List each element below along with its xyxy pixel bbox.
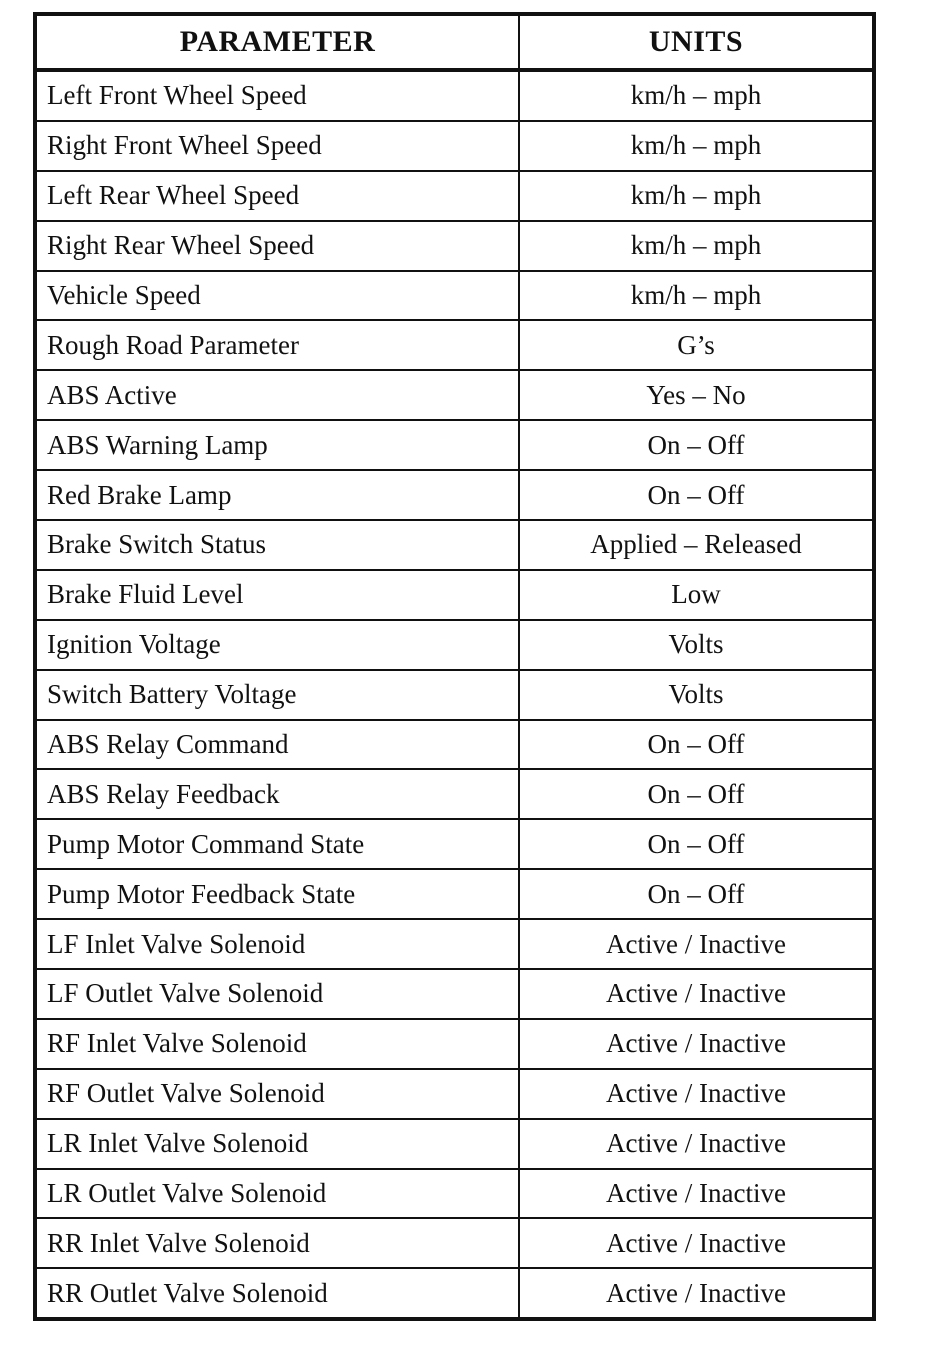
table-row: [37, 1119, 872, 1169]
table-row: [37, 470, 872, 520]
parameter-cell: Brake Fluid Level: [37, 570, 519, 620]
parameter-cell: Right Front Wheel Speed: [37, 121, 519, 171]
table-row: [37, 420, 872, 470]
units-cell: Active / Inactive: [519, 1169, 872, 1219]
units-cell: Active / Inactive: [519, 1218, 872, 1268]
parameter-units-table: [33, 12, 876, 1321]
header-row: [37, 16, 872, 70]
units-cell: Active / Inactive: [519, 1268, 872, 1317]
parameter-cell: RR Outlet Valve Solenoid: [37, 1268, 519, 1317]
parameter-cell: Right Rear Wheel Speed: [37, 221, 519, 271]
parameter-cell: Red Brake Lamp: [37, 470, 519, 520]
parameter-cell: ABS Active: [37, 370, 519, 420]
parameter-cell: ABS Warning Lamp: [37, 420, 519, 470]
parameter-cell: Ignition Voltage: [37, 620, 519, 670]
table-row: [37, 1169, 872, 1219]
units-cell: Low: [519, 570, 872, 620]
table-row: [37, 370, 872, 420]
table-row: [37, 670, 872, 720]
units-cell: Volts: [519, 620, 872, 670]
units-cell: Active / Inactive: [519, 1069, 872, 1119]
parameter-cell: Pump Motor Command State: [37, 819, 519, 869]
table-row: [37, 1268, 872, 1317]
table-row: [37, 769, 872, 819]
table-row: [37, 620, 872, 670]
parameter-cell: Left Rear Wheel Speed: [37, 171, 519, 221]
parameter-cell: Rough Road Parameter: [37, 320, 519, 370]
table-row: [37, 520, 872, 570]
parameter-cell: LR Inlet Valve Solenoid: [37, 1119, 519, 1169]
parameter-cell: Pump Motor Feedback State: [37, 869, 519, 919]
units-cell: Applied – Released: [519, 520, 872, 570]
units-column-header: UNITS: [519, 16, 872, 70]
table-row: [37, 869, 872, 919]
units-cell: On – Off: [519, 769, 872, 819]
units-cell: Active / Inactive: [519, 969, 872, 1019]
units-cell: km/h – mph: [519, 271, 872, 321]
units-cell: Active / Inactive: [519, 1019, 872, 1069]
parameter-cell: RF Outlet Valve Solenoid: [37, 1069, 519, 1119]
units-cell: On – Off: [519, 720, 872, 770]
table-row: [37, 819, 872, 869]
units-cell: On – Off: [519, 819, 872, 869]
table-row: [37, 271, 872, 321]
units-cell: On – Off: [519, 420, 872, 470]
data-table: [37, 16, 872, 1317]
units-cell: km/h – mph: [519, 121, 872, 171]
parameter-cell: ABS Relay Feedback: [37, 769, 519, 819]
table-row: [37, 1218, 872, 1268]
units-cell: Volts: [519, 670, 872, 720]
units-cell: km/h – mph: [519, 171, 872, 221]
units-cell: km/h – mph: [519, 221, 872, 271]
table-row: [37, 121, 872, 171]
table-row: [37, 570, 872, 620]
parameter-cell: ABS Relay Command: [37, 720, 519, 770]
units-cell: Active / Inactive: [519, 919, 872, 969]
table-row: [37, 171, 872, 221]
table-body: [37, 70, 872, 1317]
units-cell: On – Off: [519, 869, 872, 919]
parameter-cell: Brake Switch Status: [37, 520, 519, 570]
table-row: [37, 720, 872, 770]
table-row: [37, 1069, 872, 1119]
parameter-cell: LR Outlet Valve Solenoid: [37, 1169, 519, 1219]
table-row: [37, 919, 872, 969]
parameter-cell: Left Front Wheel Speed: [37, 70, 519, 121]
parameter-cell: LF Outlet Valve Solenoid: [37, 969, 519, 1019]
parameter-cell: Switch Battery Voltage: [37, 670, 519, 720]
parameter-column-header: PARAMETER: [37, 16, 519, 70]
parameter-cell: RR Inlet Valve Solenoid: [37, 1218, 519, 1268]
table-row: [37, 221, 872, 271]
table-row: [37, 320, 872, 370]
parameter-cell: RF Inlet Valve Solenoid: [37, 1019, 519, 1069]
parameter-cell: Vehicle Speed: [37, 271, 519, 321]
table-row: [37, 969, 872, 1019]
parameter-cell: LF Inlet Valve Solenoid: [37, 919, 519, 969]
units-cell: On – Off: [519, 470, 872, 520]
units-cell: Yes – No: [519, 370, 872, 420]
table-row: [37, 70, 872, 121]
units-cell: km/h – mph: [519, 70, 872, 121]
table-row: [37, 1019, 872, 1069]
units-cell: G’s: [519, 320, 872, 370]
units-cell: Active / Inactive: [519, 1119, 872, 1169]
